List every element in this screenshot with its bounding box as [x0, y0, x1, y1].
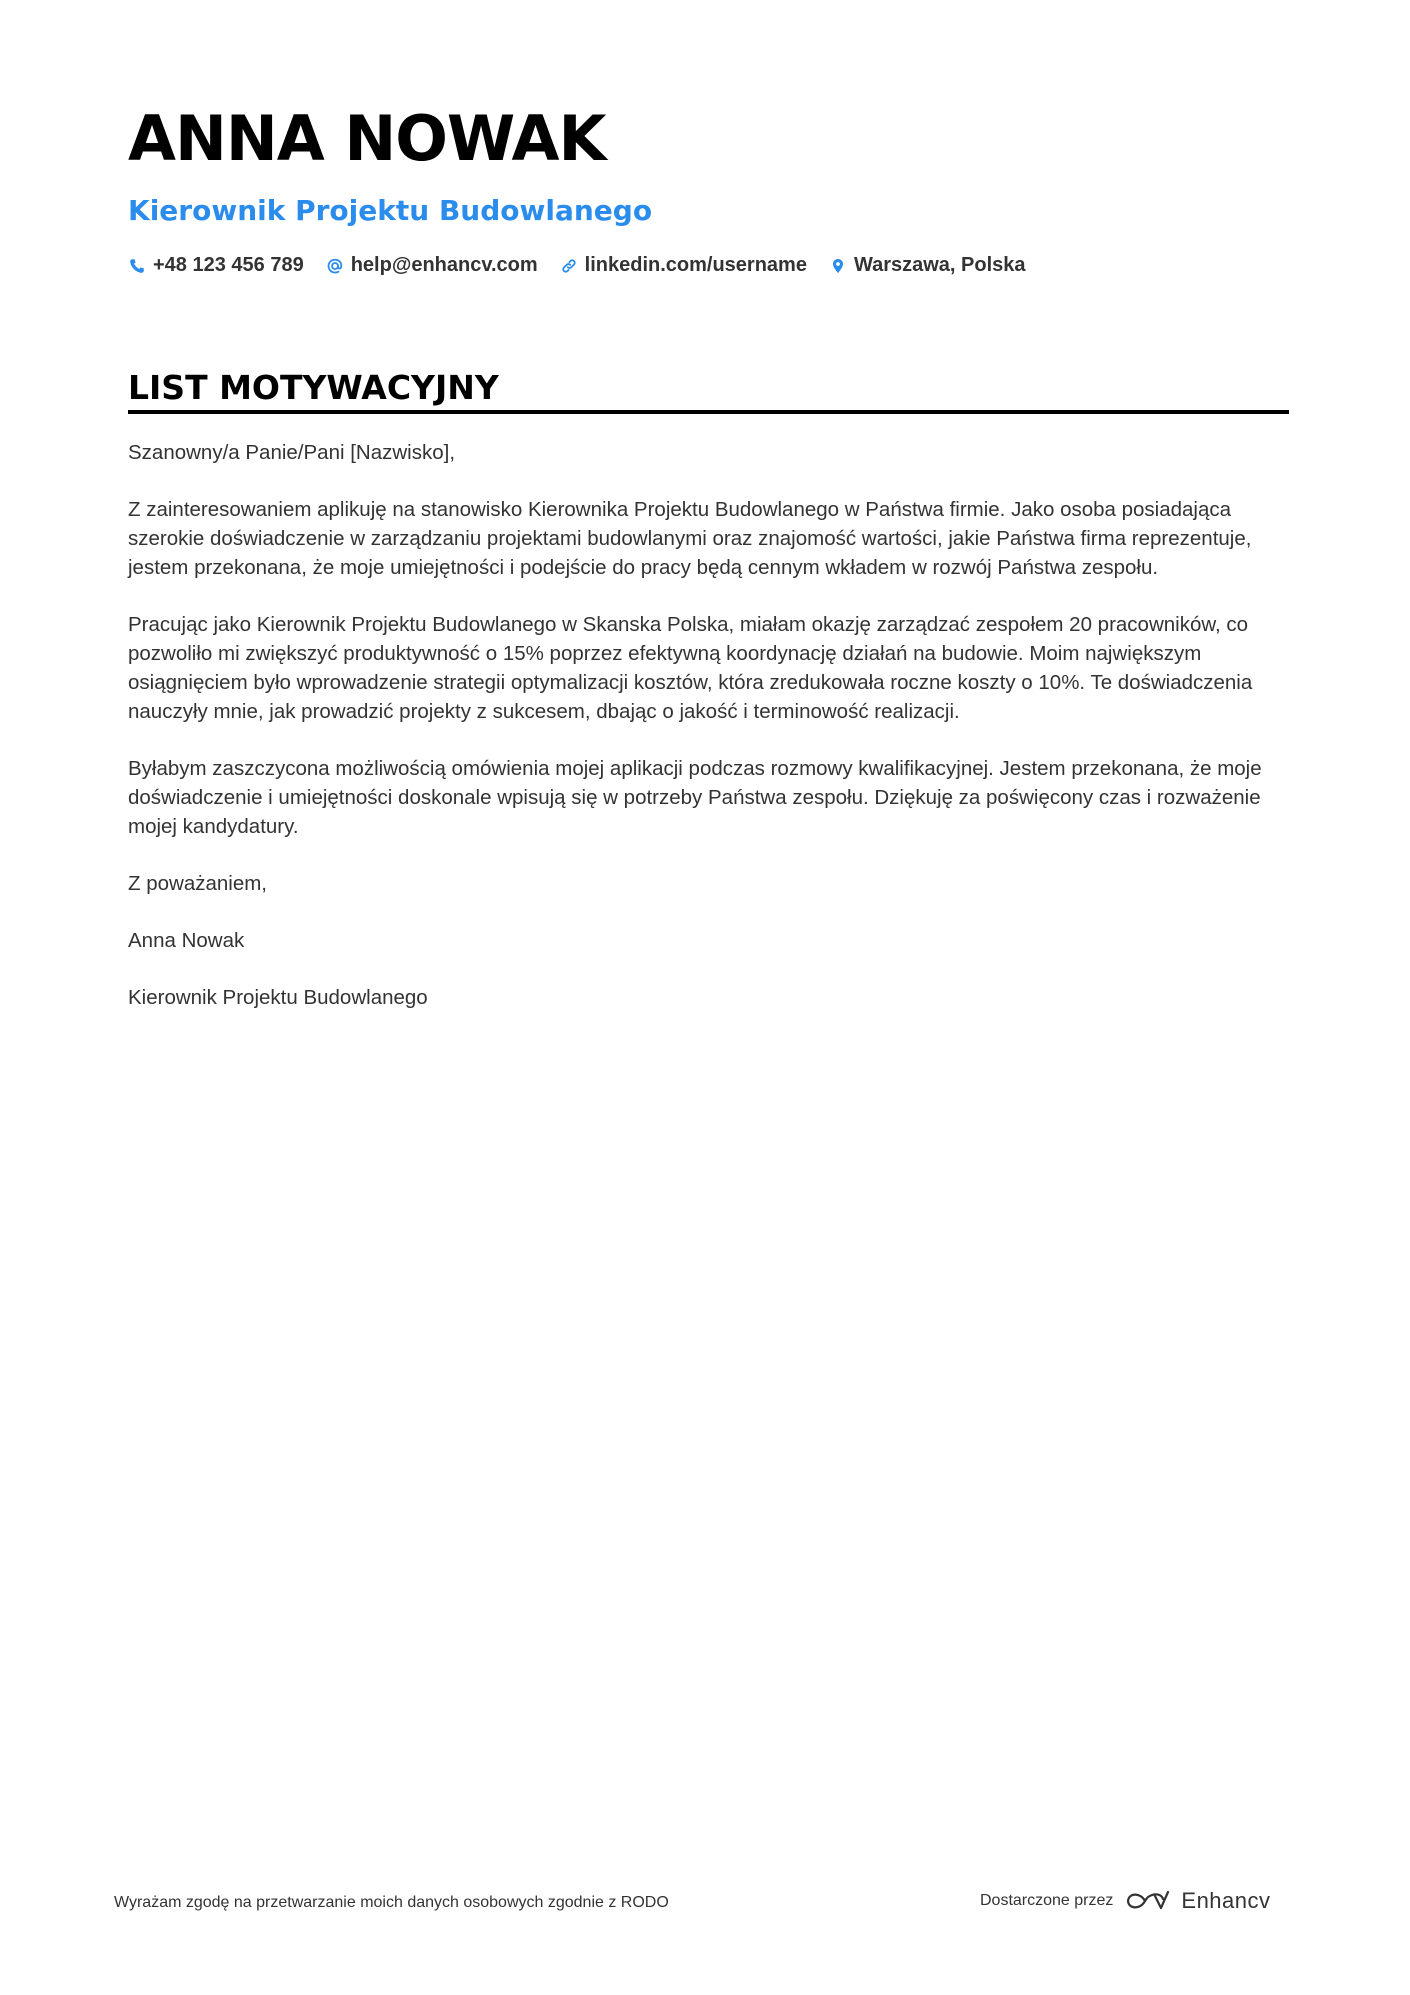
contact-email-text: help@enhancv.com — [350, 254, 538, 276]
letter-greeting: Szanowny/a Panie/Pani [Nazwisko], — [128, 441, 456, 464]
contact-location-text: Warszawa, Polska — [853, 254, 1026, 276]
enhancv-brand-name: Enhancv — [1181, 1888, 1271, 1913]
powered-by[interactable] — [980, 1888, 1271, 1914]
contact-linkedin-text: linkedin.com/username — [584, 254, 807, 276]
candidate-title: Kierownik Projektu Budowlanego — [128, 194, 653, 227]
location-pin-icon — [829, 257, 847, 275]
letter-body — [128, 438, 1293, 1040]
signature-name: Anna Nowak — [128, 929, 245, 952]
link-icon — [560, 257, 578, 275]
contact-phone[interactable] — [128, 254, 304, 277]
candidate-name: ANNA NOWAK — [128, 102, 606, 175]
contact-phone-text: +48 123 456 789 — [153, 254, 304, 276]
phone-icon — [128, 257, 146, 275]
contact-location — [829, 254, 1026, 277]
powered-by-label: Dostarczone przez — [980, 1892, 1114, 1909]
section-title: LIST MOTYWACYJNY — [128, 368, 499, 407]
section-divider — [128, 410, 1289, 414]
letter-paragraph: Pracując jako Kierownik Projektu Budowlanego w Skanska Polska, miałam okazję zarządzać zespołem 20 pracowników, co pozwoliło mi zwiększyć produktywność o 15% poprzez efektywną koordynację działań na budowie. Moim największym osiągnięciem było wprowadzenie strategii optymalizacji kosztów, która zredukowała roczne koszty o 10%. Te doświadczenia nauczyły mnie, jak prowadzić projekty z sukcesem, dbając o jakość i terminowość realizacji. — [128, 613, 1253, 723]
letter-paragraph: Byłabym zaszczycona możliwością omówienia mojej aplikacji podczas rozmowy kwalifikacyjnej. Jestem przekonana, że moje doświadczenie i umiejętności doskonale wpisują się w potrzeby Państwa zespołu. Dziękuję za poświęcony czas i rozważenie mojej kandydatury. — [128, 757, 1262, 838]
signature-title: Kierownik Projektu Budowlanego — [128, 986, 428, 1009]
gdpr-consent-note: Wyrażam zgodę na przetwarzanie moich danych osobowych zgodnie z RODO — [114, 1894, 669, 1911]
contact-email[interactable] — [326, 254, 538, 277]
enhancv-logo-icon — [1125, 1888, 1171, 1914]
contact-bar — [128, 254, 1048, 277]
letter-closing: Z poważaniem, — [128, 872, 268, 895]
contact-linkedin[interactable] — [560, 254, 807, 277]
at-icon — [326, 257, 344, 275]
letter-paragraph: Z zainteresowaniem aplikuję na stanowisko Kierownika Projektu Budowlanego w Państwa firmie. Jako osoba posiadająca szerokie doświadczenie w zarządzaniu projektami budowlanymi oraz znajomość wartości, jakie Państwa firma reprezentuje, jestem przekonana, że moje umiejętności i podejście do pracy będą cennym wkładem w rozwój Państwa zespołu. — [128, 498, 1252, 579]
